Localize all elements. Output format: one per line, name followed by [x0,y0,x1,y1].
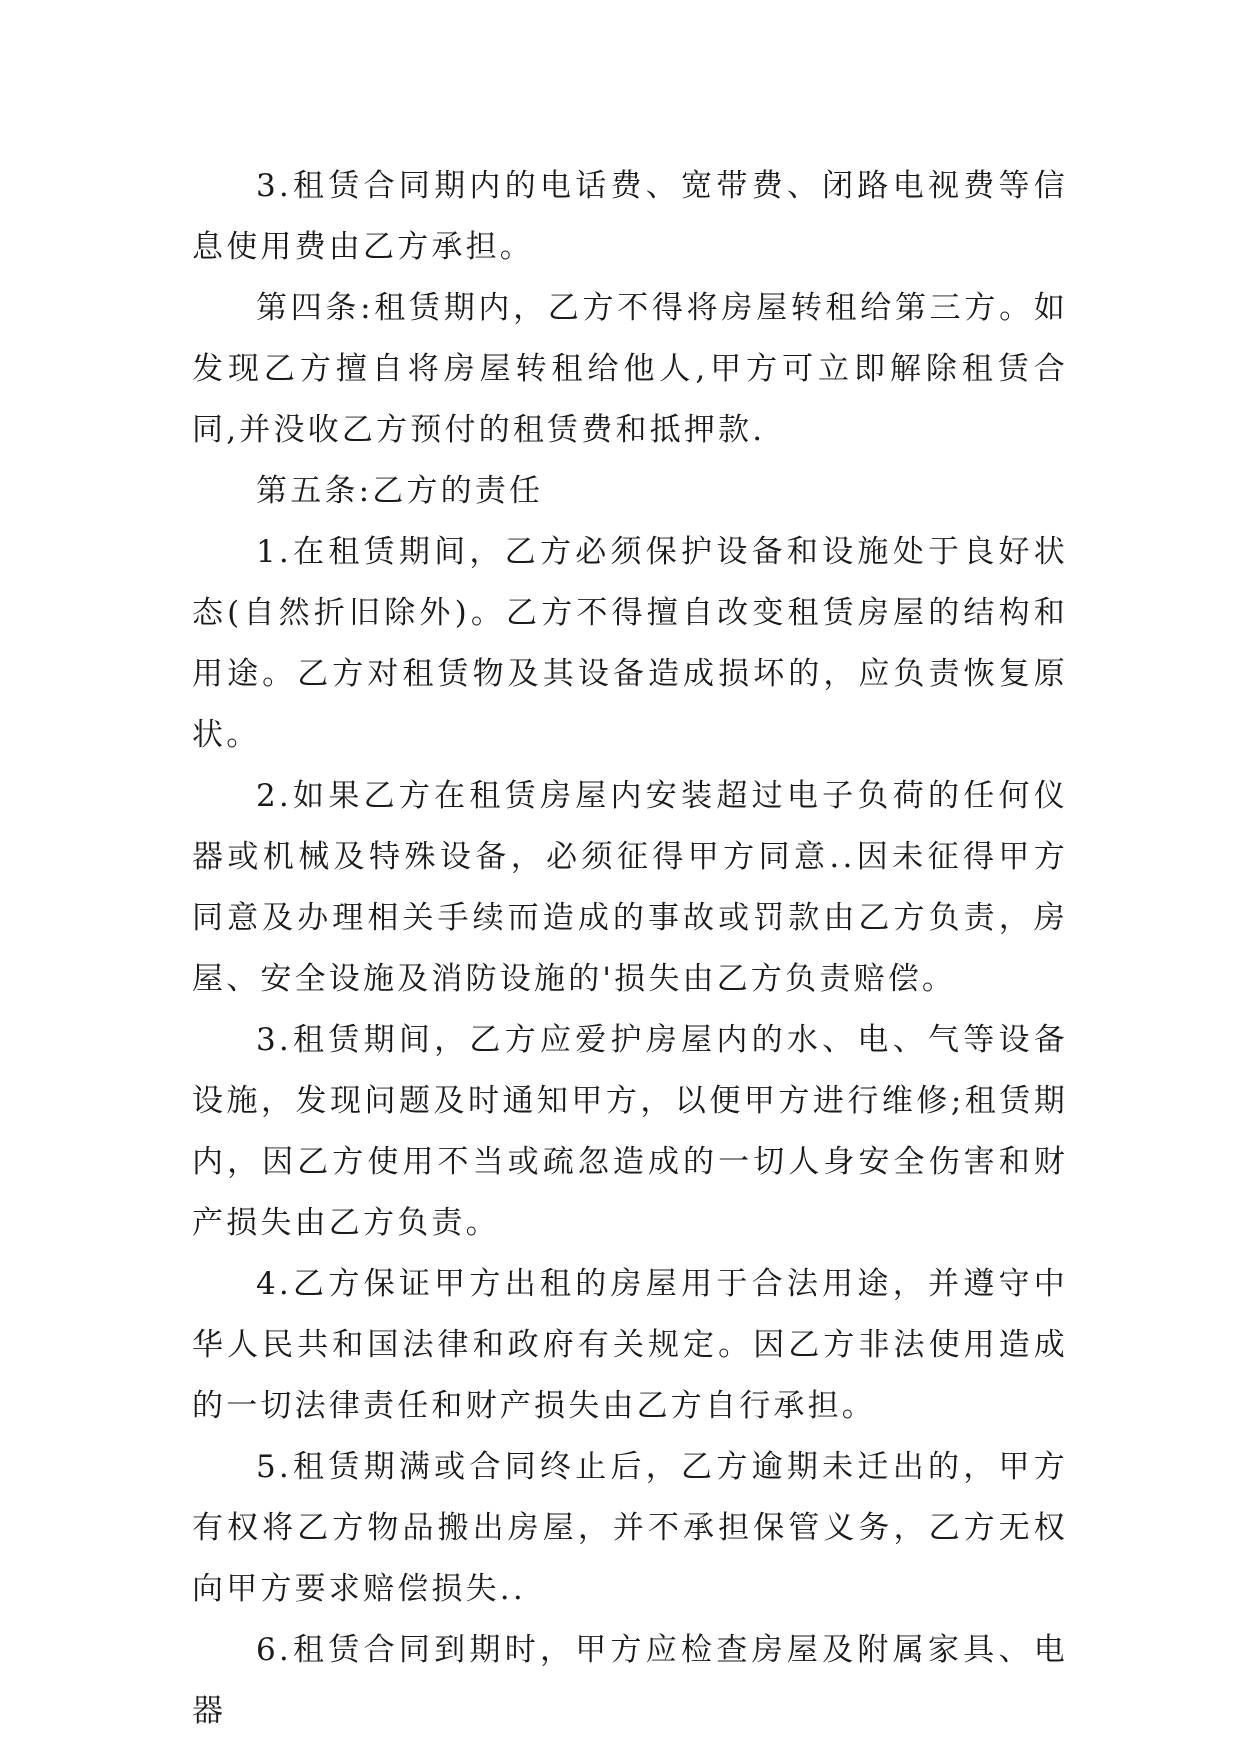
paragraph-clause-5-5: 5.租赁期满或合同终止后，乙方逾期未迁出的，甲方有权将乙方物品搬出房屋，并不承担保管义务，乙方无权向甲方要求赔偿损失.. [192,1449,1068,1607]
paragraph-article-5-heading: 第五条:乙方的责任 [256,473,544,509]
paragraph-clause-3-3: 3.租赁合同期内的电话费、宽带费、闭路电视费等信息使用费由乙方承担。 [192,168,1068,265]
paragraph-article-4: 第四条:租赁期内，乙方不得将房屋转租给第三方。如发现乙方擅自将房屋转租给他人,甲方可立即解除租赁合同,并没收乙方预付的租赁费和抵押款. [192,290,1068,448]
paragraph-clause-5-4: 4.乙方保证甲方出租的房屋用于合法用途，并遵守中华人民共和国法律和政府有关规定。因乙方非法使用造成的一切法律责任和财产损失由乙方自行承担。 [192,1266,1068,1424]
paragraph-clause-5-2: 2.如果乙方在租赁房屋内安装超过电子负荷的任何仪器或机械及特殊设备，必须征得甲方同意..因未征得甲方同意及办理相关手续而造成的事故或罚款由乙方负责，房屋、安全设施及消防设施的'损失由乙方负责赔偿。 [192,778,1068,997]
document-body [192,156,1068,1742]
paragraph-clause-5-3: 3.租赁期间，乙方应爱护房屋内的水、电、气等设备设施，发现问题及时通知甲方，以便甲方进行维修;租赁期内，因乙方使用不当或疏忽造成的一切人身安全伤害和财产损失由乙方负责。 [192,1022,1068,1241]
paragraph-clause-5-6: 6.租赁合同到期时，甲方应检查房屋及附属家具、电器 [192,1632,1068,1729]
paragraph-clause-5-1: 1.在租赁期间，乙方必须保护设备和设施处于良好状态(自然折旧除外)。乙方不得擅自改变租赁房屋的结构和用途。乙方对租赁物及其设备造成损坏的，应负责恢复原状。 [192,534,1068,753]
